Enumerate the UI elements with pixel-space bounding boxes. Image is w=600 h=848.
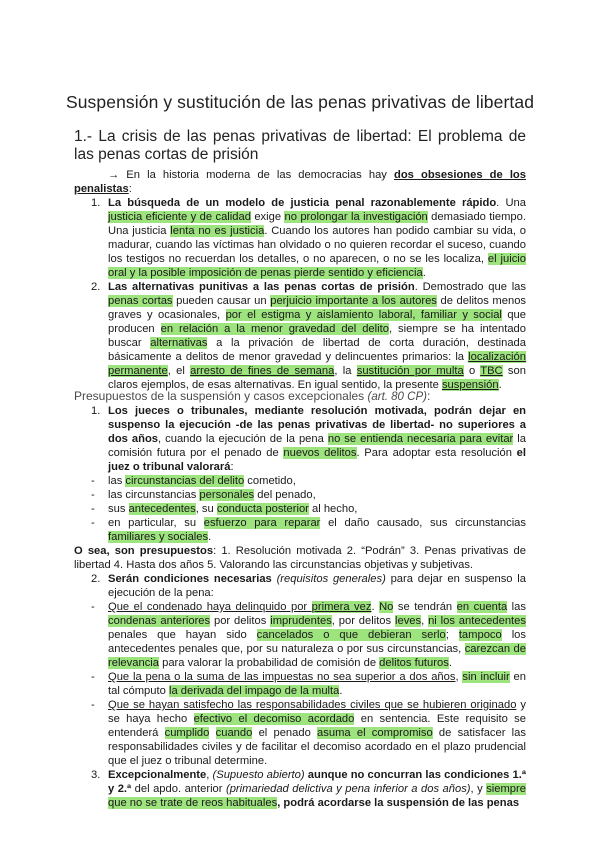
dash-item: - sus antecedentes, su conducta posterior al hecho, xyxy=(91,503,358,515)
highlight: alternativas xyxy=(150,337,208,349)
dash-item: - Que la pena o la suma de las impuestas no sea superior a dos años, sin incluir en tal cómputo la derivada del impago de la multa. xyxy=(91,671,526,697)
dash-item: - las circunstancias personales del penado, xyxy=(91,489,316,501)
highlight: No xyxy=(379,601,394,613)
section-2-heading: Presupuestos de la suspensión y casos excepcionales (art. 80 CP): xyxy=(74,389,431,403)
highlight: conducta posterior xyxy=(216,503,309,515)
list-number: 2. xyxy=(91,281,101,293)
highlight: lenta no es justicia xyxy=(170,225,265,237)
arrow-icon: → xyxy=(108,169,120,181)
highlight: siempre que no se trate de reos habituales xyxy=(108,783,526,809)
list-number: 1. xyxy=(91,197,101,209)
highlight: condenas anteriores xyxy=(108,615,211,627)
highlight: arresto de fines de semana xyxy=(190,365,335,377)
highlight: el juicio oral y la posible imposición de penas pierde sentido y eficiencia xyxy=(108,253,526,279)
highlight: personales xyxy=(199,489,255,501)
highlight: imprudentes xyxy=(270,615,332,627)
highlight: perjuicio importante a los autores xyxy=(270,295,437,307)
highlight: justicia eficiente y de calidad xyxy=(108,211,251,223)
highlight: delitos futuros xyxy=(379,657,449,669)
highlight: nuevos delitos xyxy=(283,447,357,459)
highlight: carezcan de relevancia xyxy=(108,643,526,669)
highlight: en relación a la menor gravedad del delito xyxy=(160,323,389,335)
highlight: efectivo el decomiso acordado xyxy=(193,713,355,725)
highlight: cumplido xyxy=(164,727,210,739)
highlight: la derivada del impago de la multa xyxy=(168,685,340,697)
highlight: leves xyxy=(394,615,422,627)
highlight: primera vez xyxy=(311,601,372,613)
highlight: familiares y sociales xyxy=(108,531,209,543)
highlight: antecedentes xyxy=(128,503,196,515)
highlight: sustitución por multa xyxy=(356,365,464,377)
highlight: localización permanente xyxy=(108,351,526,377)
highlight: suspensión xyxy=(441,379,499,391)
dash-item: - Que el condenado haya delinquido por primera vez. No se tendrán en cuenta las condenas anteriores por delitos imprudentes, por delitos leves, ni los antecedentes penales que hayan sido cancelados o que debieran serlo; tampoco los antecedentes penales que, por su naturaleza o por sus circunstancias, carezcan de relevancia para valorar la probabilidad de comisión de delitos futuros. xyxy=(91,601,527,669)
list-item: 3. Excepcionalmente, (Supuesto abierto) aunque no concurran las condiciones 1.ª y 2.ª del apdo. anterior (primariedad delictiva y pena inferior a dos años), y siempre que no se trate de reos habituales, podrá acordarse la suspensión de las penas xyxy=(91,769,526,809)
highlight: circunstancias del delito xyxy=(125,475,245,487)
highlight: cuando xyxy=(215,727,253,739)
list-item: 2. Serán condiciones necesarias (requisitos generales) para dejar en suspenso la ejecución de la pena: xyxy=(91,573,527,599)
section-1-body xyxy=(74,168,526,392)
list-item: 2. Las alternativas punitivas a las penas cortas de prisión. Demostrado que las penas cortas pueden causar un perjuicio importante a los autores de delitos menos graves y ocasionales, por el estigma y aislamiento laboral, familiar y social que producen en relación a la menor gravedad del delito, siempre se ha intentado buscar alternativas a la privación de libertad de corta duración, destinada básicamente a delitos de menor gravedad y delincuentes primarios: la localización permanente, el arresto de fines de semana, la sustitución por multa o TBC son claros ejemplos, de esas alternativas. En igual sentido, la presente suspensión. xyxy=(91,281,527,391)
presupuestos-paragraph: O sea, son presupuestos: 1. Resolución motivada 2. “Podrán” 3. Penas privativas de libertad 4. Hasta dos años 5. Valorando las circunstancias objetivas y subjetivas. xyxy=(74,545,526,571)
dash-item: - las circunstancias del delito cometido, xyxy=(91,475,296,487)
highlight: no prolongar la investigación xyxy=(284,211,428,223)
highlight: asuma el compromiso xyxy=(317,727,433,739)
highlight: no se entienda necesaria para evitar xyxy=(327,433,514,445)
list-item: 1. Los jueces o tribunales, mediante resolución motivada, podrán dejar en suspenso la ejecución -de las penas privativas de libertad- no superiores a dos años, cuando la ejecución de la pena no se entienda necesaria para evitar la comisión futura por el penado de nuevos delitos. Para adoptar esta resolución el juez o tribunal valorará: xyxy=(91,405,527,473)
section-2-body xyxy=(74,404,526,810)
list-item: 1. La búsqueda de un modelo de justicia penal razonablemente rápido. Una justicia eficiente y de calidad exige no prolongar la investigación demasiado tiempo. Una justicia lenta no es justicia. Cuando los autores han podido cambiar su vida, o madurar, cuando las víctimas han olvidado o no quieren recordar el suceso, cuando los testigos no recuerdan los detalles, o no aparecen, o no se les localiza, el juicio oral y la posible imposición de penas pierde sentido y eficiencia. xyxy=(91,197,526,279)
dash-item: - en particular, su esfuerzo para reparar el daño causado, sus circunstancias familiares y sociales. xyxy=(91,517,526,543)
highlight: sin incluir xyxy=(462,671,510,683)
highlight: tampoco xyxy=(458,629,502,641)
highlight: TBC xyxy=(480,365,503,377)
list-number: 1. xyxy=(91,405,101,417)
intro-paragraph: → En la historia moderna de las democracias hay dos obsesiones de los penalistas: xyxy=(74,169,526,195)
highlight: ni los antecedentes xyxy=(428,615,526,627)
highlight: por el estigma y aislamiento laboral, familiar y social xyxy=(225,309,502,321)
list-number: 3. xyxy=(91,769,101,781)
highlight: cancelados o que debieran serlo xyxy=(256,629,446,641)
highlight: en cuenta xyxy=(456,601,508,613)
list-number: 2. xyxy=(91,573,101,585)
highlight: esfuerzo para reparar xyxy=(203,517,321,529)
dash-item: - Que se hayan satisfecho las responsabilidades civiles que se hubieren originado y se haya hecho efectivo el decomiso acordado en sentencia. Este requisito se entenderá cumplido cuando el penado asuma el compromiso de satisfacer las responsabilidades civiles y de facilitar el decomiso acordado en el plazo prudencial que el juez o tribunal determine. xyxy=(91,699,526,767)
section-heading: 1.- La crisis de las penas privativas de libertad: El problema de las penas cortas de prisión xyxy=(74,128,526,163)
highlight: penas cortas xyxy=(108,295,173,307)
page-title: Suspensión y sustitución de las penas privativas de libertad xyxy=(65,92,535,112)
